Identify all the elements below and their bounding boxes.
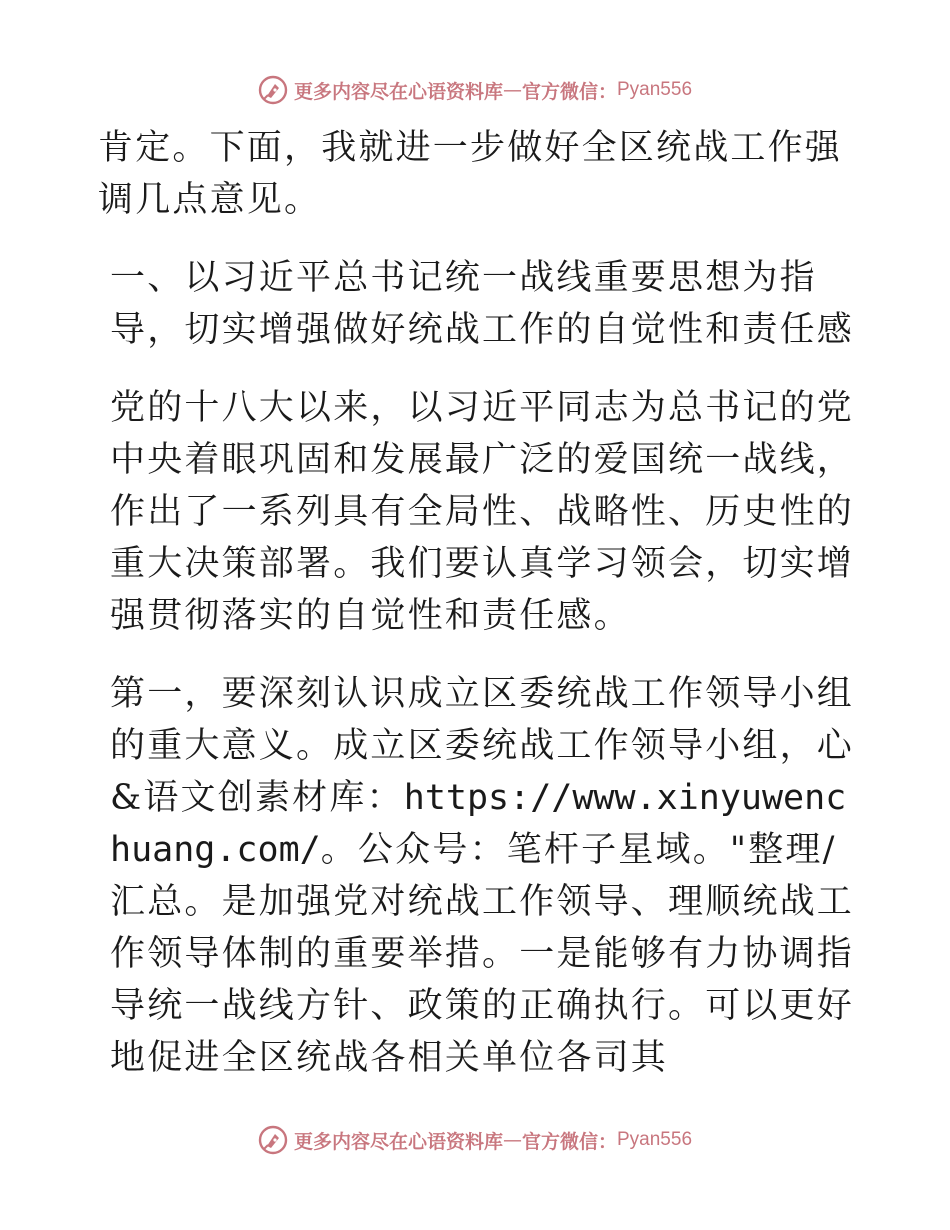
watermark-wechat-label: 官方微信： [521,1130,617,1153]
footer-watermark [0,1120,950,1160]
watermark-brand: 更多内容尽在心语资料库 [293,80,503,103]
paragraph-body-2 [98,668,858,1084]
watermark-separator: — [502,79,522,101]
watermark-wechat-id: Pyan556 [617,1129,693,1150]
header-watermark [0,70,950,110]
paragraph-body-2-part-a: 第一，要深刻认识成立区委统战工作领导小组的重大意义。成立区委统战工作领导小组，心&语文创素材库： [110,674,855,818]
paragraph-body-1: 党的十八大以来，以习近平同志为总书记的党中央着眼巩固和发展最广泛的爱国统一战线，作出了一系列具有全局性、战略性、历史性的重大决策部署。我们要认真学习领会，切实增强贯彻落实的自觉性和责任感。 [110,388,855,636]
watermark-brand: 更多内容尽在心语资料库 [293,1130,503,1153]
pen-nib-circle-icon [258,1125,288,1155]
section-heading-1: 一、以习近平总书记统一战线重要思想为指导，切实增强做好统战工作的自觉性和责任感 [110,258,855,350]
pen-nib-circle-icon [258,75,288,105]
watermark-separator: — [502,1129,522,1151]
paragraph-body-2-part-b: 。公众号：笔杆子星域。"整理/汇总。是加强党对统战工作领导、理顺统战工作领导体制的重要举措。一是能够有力协调指导统一战线方针、政策的正确执行。可以更好地促进全区统战各相关单位各司其 [110,830,855,1078]
watermark-wechat-label: 官方微信： [521,80,617,103]
paragraph-intro: 肯定。下面，我就进一步做好全区统战工作强调几点意见。 [98,128,843,220]
source-url: https://www.xinyuwenchuang.com/ [110,778,847,870]
watermark-wechat-id: Pyan556 [617,79,693,100]
document-body [98,122,858,1110]
